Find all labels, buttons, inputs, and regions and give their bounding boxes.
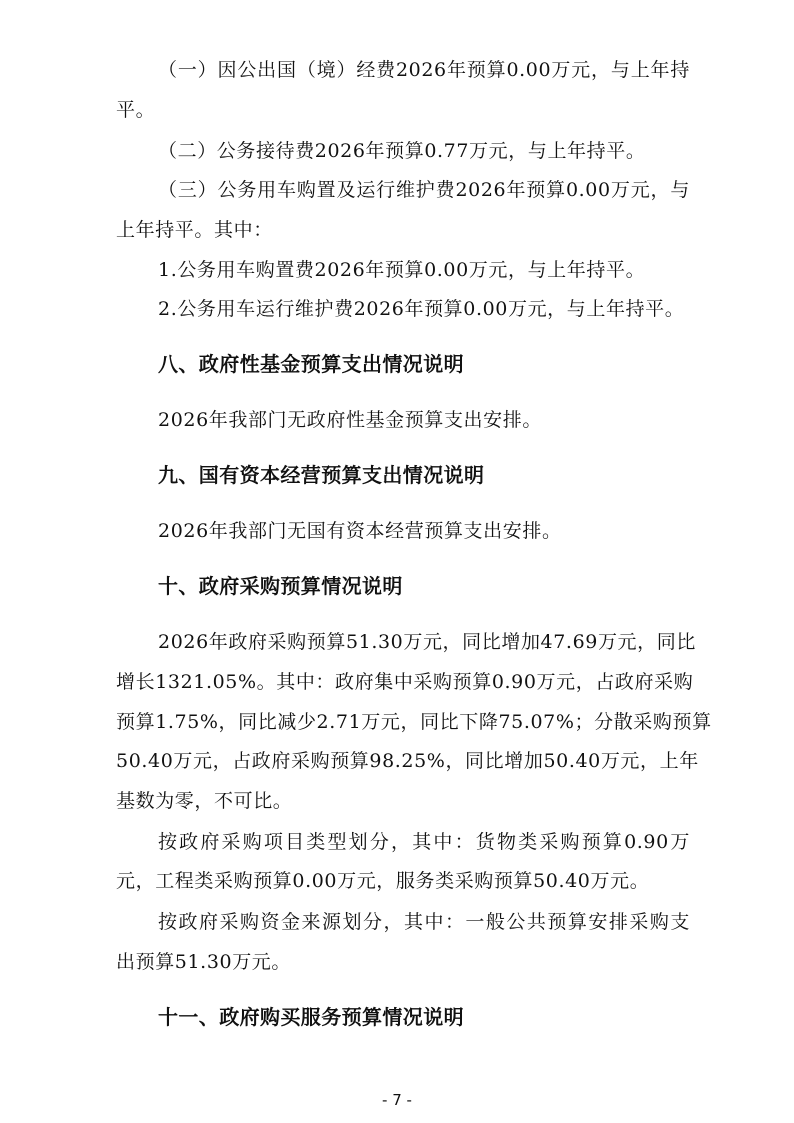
paragraph-line: 2026年政府采购预算51.30万元，同比增加47.69万元，同比: [158, 631, 696, 653]
paragraph-line: 预算1.75%，同比减少2.71万元，同比下降75.07%；分散采购预算: [116, 711, 712, 733]
paragraph-line: 增长1321.05%。其中：政府集中采购预算0.90万元，占政府采购: [116, 671, 694, 693]
section-heading-8: 八、政府性基金预算支出情况说明: [158, 352, 464, 376]
paragraph-line: 元，工程类采购预算0.00万元，服务类采购预算50.40万元。: [116, 870, 650, 892]
paragraph-line: 平。: [116, 99, 156, 121]
paragraph-line: （一）因公出国（境）经费2026年预算0.00万元，与上年持: [158, 59, 690, 81]
paragraph-line: 50.40万元，占政府采购预算98.25%，同比增加50.40万元，上年: [116, 750, 699, 772]
paragraph-line: 按政府采购资金来源划分，其中：一般公共预算安排采购支: [158, 911, 690, 933]
paragraph-line: 基数为零，不可比。: [116, 790, 293, 812]
paragraph-line: 2.公务用车运行维护费2026年预算0.00万元，与上年持平。: [158, 298, 685, 320]
paragraph-line: 上年持平。其中：: [116, 219, 273, 241]
page-number: - 7 -: [382, 1091, 412, 1109]
section-heading-10: 十、政府采购预算情况说明: [158, 574, 403, 598]
section-heading-11: 十一、政府购买服务预算情况说明: [158, 1005, 464, 1029]
paragraph-line: 1.公务用车购置费2026年预算0.00万元，与上年持平。: [158, 259, 646, 281]
paragraph-line: （二）公务接待费2026年预算0.77万元，与上年持平。: [158, 140, 646, 162]
paragraph-line: 2026年我部门无政府性基金预算支出安排。: [158, 409, 542, 431]
paragraph-line: 出预算51.30万元。: [116, 951, 291, 973]
section-heading-9: 九、国有资本经营预算支出情况说明: [158, 463, 485, 487]
paragraph-line: （三）公务用车购置及运行维护费2026年预算0.00万元，与: [158, 179, 690, 201]
paragraph-line: 2026年我部门无国有资本经营预算支出安排。: [158, 520, 562, 542]
paragraph-line: 按政府采购项目类型划分，其中：货物类采购预算0.90万: [158, 831, 690, 853]
